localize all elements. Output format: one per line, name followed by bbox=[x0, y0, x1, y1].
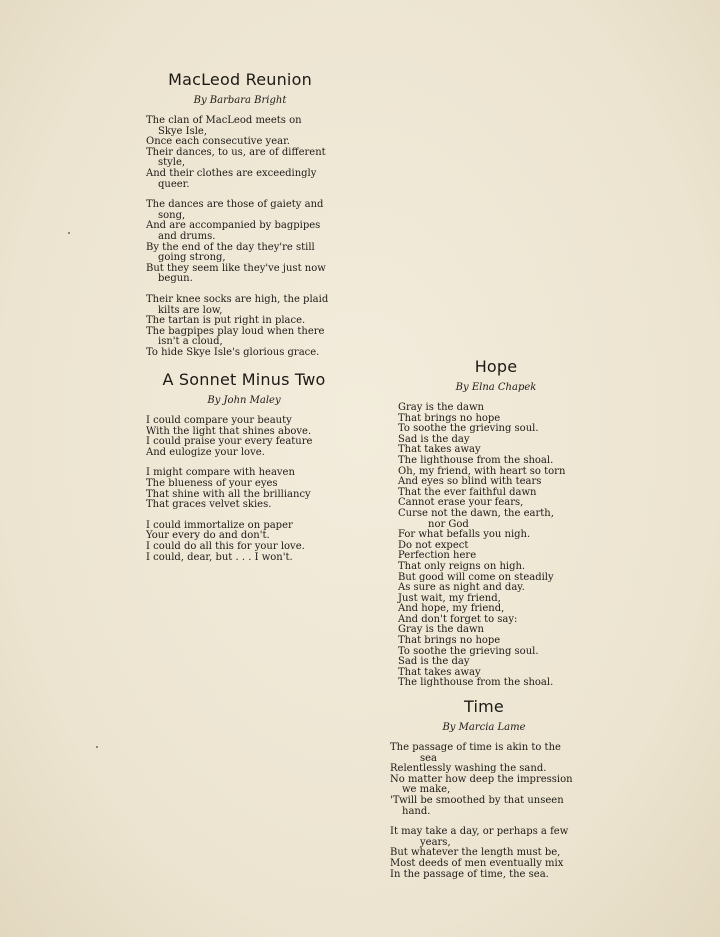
poem-byline: By John Maley bbox=[207, 395, 281, 406]
poem-line: That brings no hope bbox=[398, 635, 501, 647]
poem-line: I could praise your every feature bbox=[146, 436, 313, 448]
poem-line: years, bbox=[420, 836, 451, 848]
poem-line: But they seem like they've just now bbox=[146, 262, 326, 274]
poem-line: hand. bbox=[402, 805, 431, 817]
poem-line: Gray is the dawn bbox=[398, 624, 484, 636]
poem-line: The tartan is put right in place. bbox=[146, 315, 306, 327]
poem-line: The lighthouse from the shoal. bbox=[398, 454, 554, 466]
poem-line: And don't forget to say: bbox=[398, 613, 518, 625]
poem-line: That takes away bbox=[398, 444, 481, 456]
stanza bbox=[146, 521, 342, 563]
poem-line: I could do all this for your love. bbox=[146, 540, 305, 552]
poem-byline: By Elna Chapek bbox=[455, 382, 537, 393]
poem-line: And hope, my friend, bbox=[398, 603, 505, 615]
poem-line: The clan of MacLeod meets on bbox=[146, 115, 302, 126]
poem-line: nor God bbox=[428, 518, 469, 530]
poem-title: A Sonnet Minus Two bbox=[162, 370, 326, 389]
poem-line: Do not expect bbox=[398, 539, 469, 551]
poem-line: Sad is the day bbox=[398, 433, 470, 445]
poem-line: I might compare with heaven bbox=[146, 467, 295, 479]
poem-time bbox=[390, 697, 578, 890]
poem-line: kilts are low, bbox=[158, 304, 223, 316]
stanza bbox=[146, 295, 334, 359]
poem-line: To hide Skye Isle's glorious grace. bbox=[146, 346, 320, 358]
poem-line: By the end of the day they're still bbox=[146, 241, 315, 253]
poem-line: As sure as night and day. bbox=[398, 582, 525, 594]
poem-hope bbox=[398, 357, 594, 699]
poem-line: That graces velvet skies. bbox=[146, 499, 272, 511]
poem-line: I could immortalize on paper bbox=[146, 519, 293, 531]
poem-line: And their clothes are exceedingly bbox=[146, 167, 317, 179]
poem-line: queer. bbox=[158, 178, 190, 190]
poem-line: Once each consecutive year. bbox=[146, 136, 290, 148]
poem-line: It may take a day, or perhaps a few bbox=[390, 826, 569, 838]
stanza bbox=[398, 403, 594, 689]
poem-line: That brings no hope bbox=[398, 412, 501, 424]
poem-sonnet-minus-two bbox=[146, 370, 342, 573]
poem-line: I could compare your beauty bbox=[146, 415, 292, 426]
poem-byline: By Barbara Bright bbox=[193, 95, 287, 106]
poem-line: we make, bbox=[402, 784, 451, 796]
poem-line: That only reigns on high. bbox=[398, 560, 526, 572]
poem-line: going strong, bbox=[158, 252, 226, 264]
poem-line: That takes away bbox=[398, 666, 481, 678]
poem-line: Perfection here bbox=[398, 550, 477, 562]
poem-line: sea bbox=[420, 752, 438, 764]
poem-line: The bagpipes play loud when there bbox=[146, 325, 325, 337]
poem-line: 'Twill be smoothed by that unseen bbox=[390, 794, 564, 806]
stanza bbox=[146, 468, 342, 510]
poem-byline: By Marcia Lame bbox=[442, 722, 526, 733]
poem-title: Hope bbox=[474, 357, 518, 376]
poem-line: Sad is the day bbox=[398, 656, 470, 668]
poem-title: MacLeod Reunion bbox=[168, 70, 312, 89]
poem-line: style, bbox=[158, 157, 186, 169]
poem-line: Most deeds of men eventually mix bbox=[390, 857, 564, 869]
poem-line: And eulogize your love. bbox=[146, 446, 265, 458]
stanza bbox=[390, 743, 578, 817]
poem-line: begun. bbox=[158, 273, 193, 285]
poem-line: With the light that shines above. bbox=[146, 425, 312, 437]
poem-line: Cannot erase your fears, bbox=[398, 497, 524, 509]
poem-line: I could, dear, but . . . I won't. bbox=[146, 551, 293, 563]
poem-line: Gray is the dawn bbox=[398, 402, 484, 413]
poem-line: isn't a cloud, bbox=[158, 336, 223, 348]
poem-line: and drums. bbox=[158, 230, 216, 242]
poem-line: And are accompanied by bagpipes bbox=[146, 220, 321, 232]
poem-line: Their knee socks are high, the plaid bbox=[146, 293, 329, 305]
poem-line: Their dances, to us, are of different bbox=[146, 146, 326, 158]
paper-speck bbox=[68, 232, 70, 234]
poem-line: Just wait, my friend, bbox=[398, 592, 501, 604]
stanza bbox=[146, 116, 334, 190]
poem-line: The passage of time is akin to the bbox=[390, 742, 561, 753]
poem-line: That shine with all the brilliancy bbox=[146, 488, 311, 500]
stanza bbox=[146, 416, 342, 458]
poem-line: Your every do and don't. bbox=[146, 530, 270, 542]
poem-line: To soothe the grieving soul. bbox=[398, 645, 539, 657]
poem-line: song, bbox=[158, 209, 186, 221]
poem-line: The dances are those of gaiety and bbox=[146, 199, 324, 211]
poem-line: For what befalls you nigh. bbox=[398, 529, 531, 541]
poem-line: Curse not the dawn, the earth, bbox=[398, 507, 554, 519]
poem-line: The blueness of your eyes bbox=[146, 477, 278, 489]
poem-line: To soothe the grieving soul. bbox=[398, 423, 539, 435]
poem-line: But whatever the length must be, bbox=[390, 847, 561, 859]
paper-speck bbox=[96, 746, 98, 748]
poem-line: Relentlessly washing the sand. bbox=[390, 763, 547, 775]
poem-line: No matter how deep the impression bbox=[390, 773, 573, 785]
poem-line: But good will come on steadily bbox=[398, 571, 554, 583]
poem-line: Skye Isle, bbox=[158, 125, 208, 137]
stanza bbox=[146, 200, 334, 285]
poem-line: That the ever faithful dawn bbox=[398, 486, 537, 498]
poem-line: Oh, my friend, with heart so torn bbox=[398, 465, 566, 477]
poem-line: In the passage of time, the sea. bbox=[390, 868, 549, 880]
poem-line: The lighthouse from the shoal. bbox=[398, 677, 554, 689]
poem-macleod-reunion bbox=[146, 70, 334, 368]
stanza bbox=[390, 827, 578, 880]
poem-title: Time bbox=[464, 697, 504, 716]
poem-line: And eyes so blind with tears bbox=[398, 476, 542, 488]
